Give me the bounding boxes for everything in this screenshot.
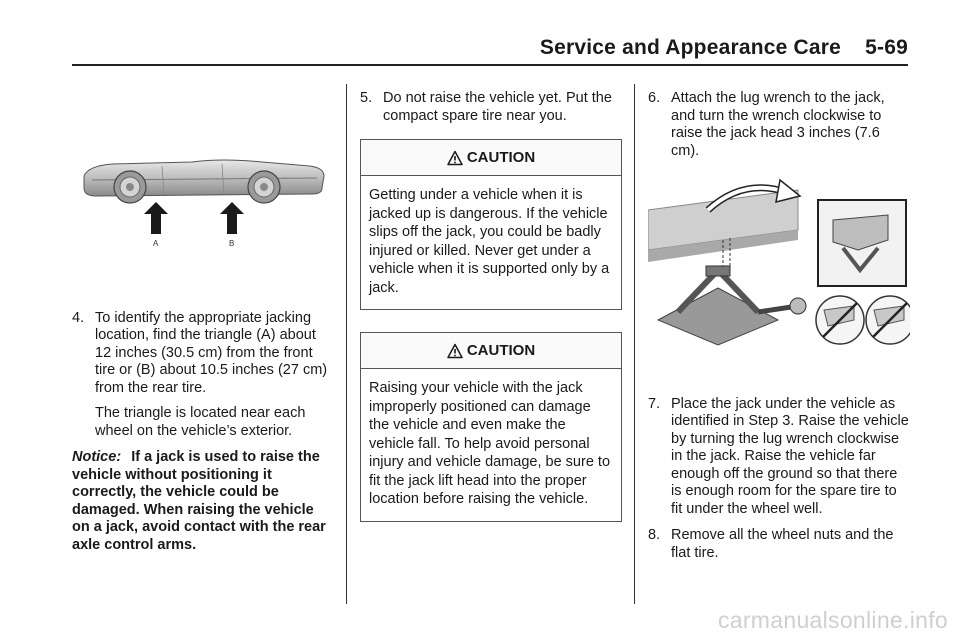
label-b: B: [229, 239, 235, 248]
step-7: [648, 396, 910, 519]
label-a: A: [153, 239, 159, 248]
caution-text: Raising your vehicle with the jack improperly positioned can damage the vehicle and even make the vehicle fall. To help avoid personal injury and vehicle damage, be sure to fit the jack lift head into the proper location before raising the vehicle.: [369, 380, 611, 507]
step-number: 7.: [648, 395, 661, 412]
step-6: [648, 90, 910, 160]
warning-triangle-icon: [447, 150, 463, 166]
column-2: [360, 90, 622, 522]
caution-box-2: [360, 332, 622, 522]
step-5: [360, 90, 622, 125]
caution-header: [361, 140, 621, 176]
warning-triangle-icon: [447, 343, 463, 359]
step-number: 6.: [648, 90, 661, 106]
incorrect-position-icon: [866, 296, 910, 344]
column-1: [72, 90, 334, 554]
column-3: [648, 90, 910, 562]
step-text: Remove all the wheel nuts and the flat tire.: [671, 527, 894, 561]
rear-wheel: [248, 171, 280, 203]
page-header-title: Service and Appearance Care 5-69: [539, 36, 908, 59]
caution-title: CAUTION: [466, 341, 536, 359]
step-text: To identify the appropriate jacking location, find the triangle (A) about 12 inches (30.5 cm) from the front tire or (B) about 10.5 inches (27 cm) from the rear tire.: [95, 309, 328, 396]
step-number: 5.: [360, 90, 373, 106]
step-text: Place the jack under the vehicle as identified in Step 3. Raise the vehicle by turning the lug wrench clockwise in the jack. Raise the vehicle far enough off the ground so that there is enough room for the spare tire to fit under the wheel well.: [671, 395, 909, 517]
column-divider-2: [634, 84, 635, 604]
step-text: Attach the lug wrench to the jack, and turn the wrench clockwise to raise the jack head 3 inches (7.6 cm).: [671, 90, 885, 159]
step-8: [648, 527, 910, 562]
incorrect-position-icon: [816, 296, 864, 344]
step-text: Do not raise the vehicle yet. Put the compact spare tire near you.: [383, 90, 612, 124]
notice-paragraph: [72, 449, 334, 554]
site-watermark: carmanualsonline.info: [717, 607, 948, 633]
step-number: 8.: [648, 527, 661, 543]
caution-text: Getting under a vehicle when it is jacked up is dangerous. If the vehicle slips off the jack, you could be badly injured or killed. Never get under a vehicle when it is supported only by a jack.: [369, 187, 610, 296]
arrow-a-icon: [144, 202, 168, 234]
jack-head-detail-inset: [818, 200, 906, 286]
column-divider-1: [346, 84, 347, 604]
caution-box-1: [360, 139, 622, 310]
step-4-note: The triangle is located near each wheel on the vehicle’s exterior.: [95, 405, 306, 439]
caution-header: [361, 333, 621, 369]
caution-title: CAUTION: [466, 148, 536, 166]
jack-wrench-illustration: [648, 170, 910, 370]
arrow-b-icon: [220, 202, 244, 234]
step-4: [72, 310, 334, 398]
header-rule: [72, 64, 908, 66]
step-number: 4.: [72, 309, 85, 326]
front-wheel: [114, 171, 146, 203]
vehicle-jack-points-illustration: [72, 154, 334, 254]
notice-label: Notice:: [72, 449, 122, 465]
notice-text: If a jack is used to raise the vehicle without positioning it correctly, the vehicle could be damaged. When raising the vehicle on a jack, avoid contact with the rear axle control arms.: [72, 449, 326, 553]
